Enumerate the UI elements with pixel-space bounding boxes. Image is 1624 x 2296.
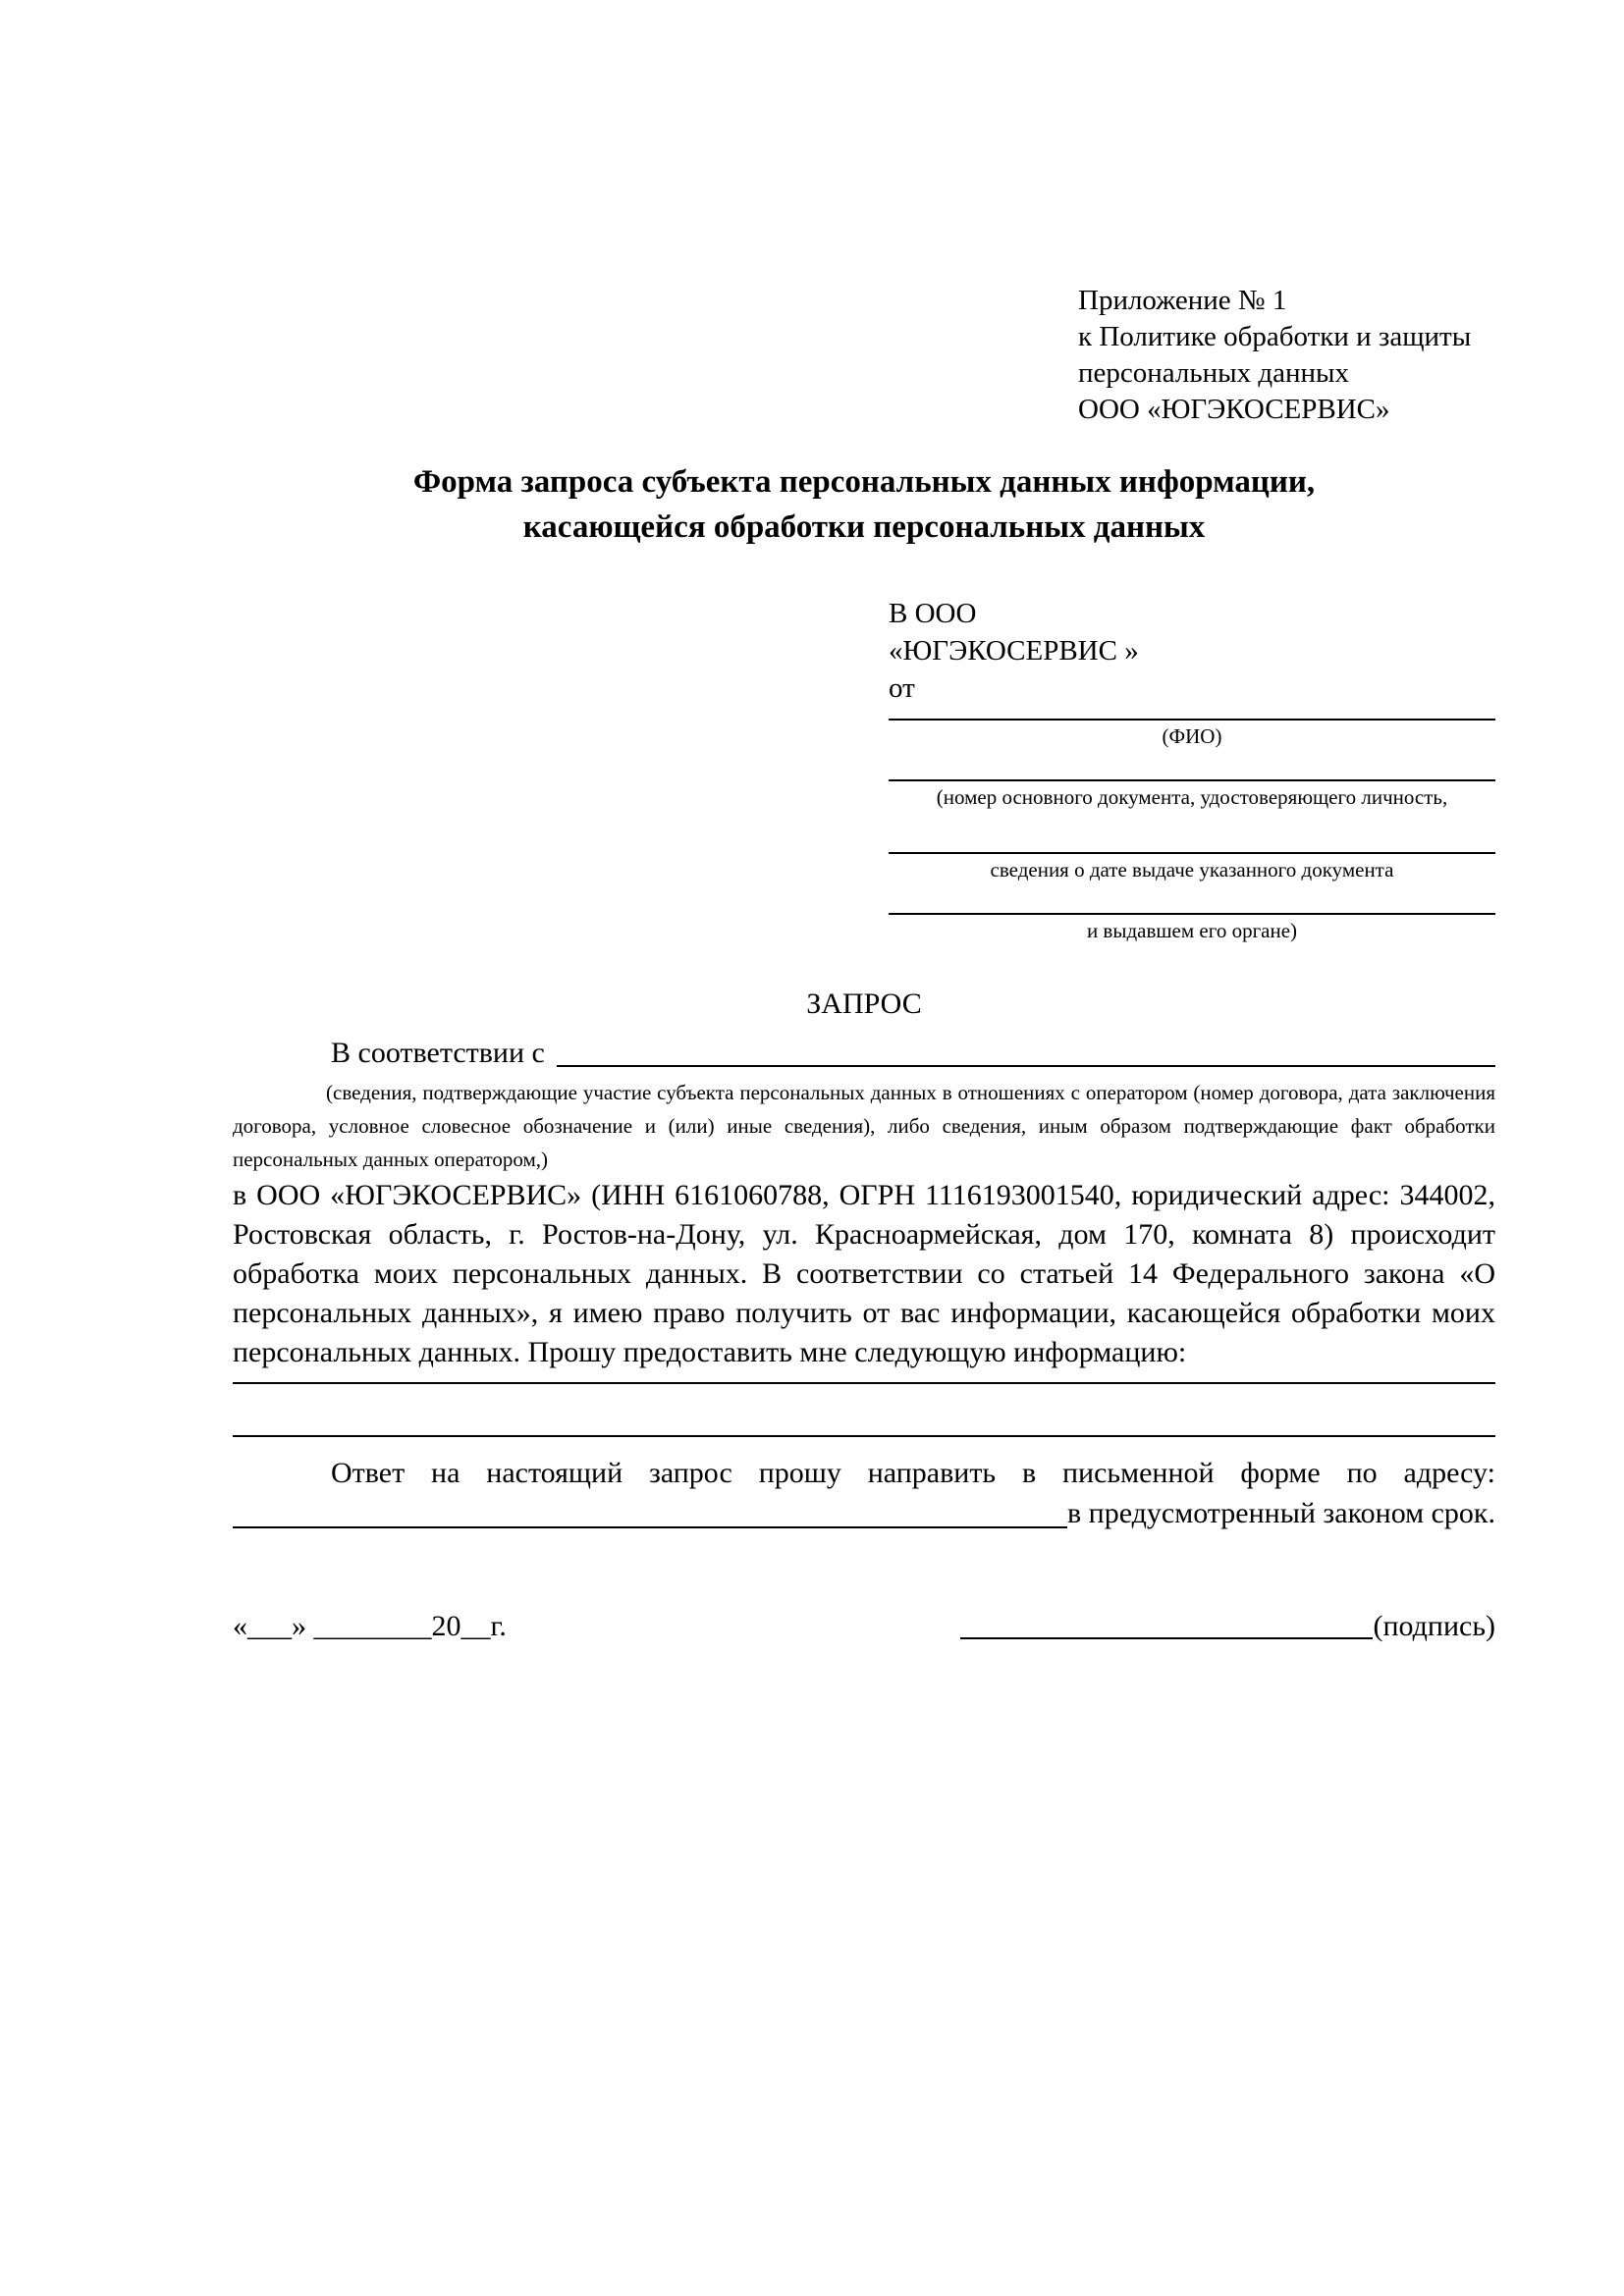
addressee-org-line-1: В ООО bbox=[889, 598, 977, 629]
basis-label: В соответствии с bbox=[331, 1037, 545, 1069]
fio-caption: (ФИО) bbox=[1162, 724, 1222, 748]
id-number-caption: (номер основного документа, удостоверяющего личность, bbox=[936, 785, 1448, 809]
address-blank-line bbox=[233, 1526, 1067, 1528]
addressee-block bbox=[889, 595, 1495, 942]
form-title bbox=[233, 459, 1495, 550]
document-content bbox=[233, 0, 1495, 1645]
signature-blank-line bbox=[960, 1637, 1373, 1639]
appendix-block bbox=[1078, 283, 1495, 428]
form-title-line: касающейся обработки персональных данных bbox=[522, 509, 1206, 545]
appendix-line: Приложение № 1 bbox=[1078, 285, 1287, 316]
info-blank-line-2 bbox=[233, 1435, 1495, 1437]
form-title-line: Форма запроса субъекта персональных данных информации, bbox=[412, 464, 1316, 500]
addressee-from-label: от bbox=[889, 672, 915, 704]
issuer-caption: и выдавшем его органе) bbox=[1086, 919, 1298, 942]
info-blank-line-1 bbox=[233, 1382, 1495, 1384]
basis-blank-line bbox=[557, 1065, 1495, 1067]
appendix-line: ООО «ЮГЭКОСЕРВИС» bbox=[1078, 394, 1390, 425]
footer-row bbox=[233, 1608, 1495, 1645]
appendix-line: персональных данных bbox=[1078, 357, 1350, 389]
addressee-org-line-2: «ЮГЭКОСЕРВИС » bbox=[889, 635, 1139, 667]
signature-caption: (подпись) bbox=[1373, 1610, 1495, 1642]
body-paragraph: в ООО «ЮГЭКОСЕРВИС» (ИНН 6161060788, ОГРН 1116193001540, юридический адрес: 344002, Ростовская область, г. Ростов-на-Дону, ул. Красноармейская, дом 170, комната 8) происходит обработка моих персональных данных. В соответствии со статьей 14 Федерального закона «О персональных данных», я имею право получить от вас информации, касающейся обработки моих персональных данных. Прошу предоставить мне следующую информацию: bbox=[233, 1179, 1495, 1368]
reply-tail: в предусмотренный законом срок. bbox=[1067, 1497, 1495, 1529]
footnote-text: (сведения, подтверждающие участие субъекта персональных данных в отношениях с оператором (номер договора, дата заключения договора, условное словесное обозначение и (или) иные сведения), либо сведения, иным образом подтверждающие факт обработки персональных данных оператором,) bbox=[233, 1081, 1495, 1171]
issue-date-caption: сведения о дате выдаче указанного документа bbox=[990, 858, 1394, 881]
reply-address-row bbox=[233, 1493, 1495, 1533]
date-blank: «___» ________20__г. bbox=[233, 1610, 507, 1642]
appendix-line: к Политике обработки и защиты bbox=[1078, 321, 1472, 352]
request-heading: ЗАПРОС bbox=[806, 988, 922, 1020]
basis-row bbox=[233, 1035, 1495, 1072]
signature-group bbox=[960, 1608, 1495, 1645]
reply-sentence: Ответ на настоящий запрос прошу направить в письменной форме по адресу: bbox=[331, 1457, 1495, 1489]
